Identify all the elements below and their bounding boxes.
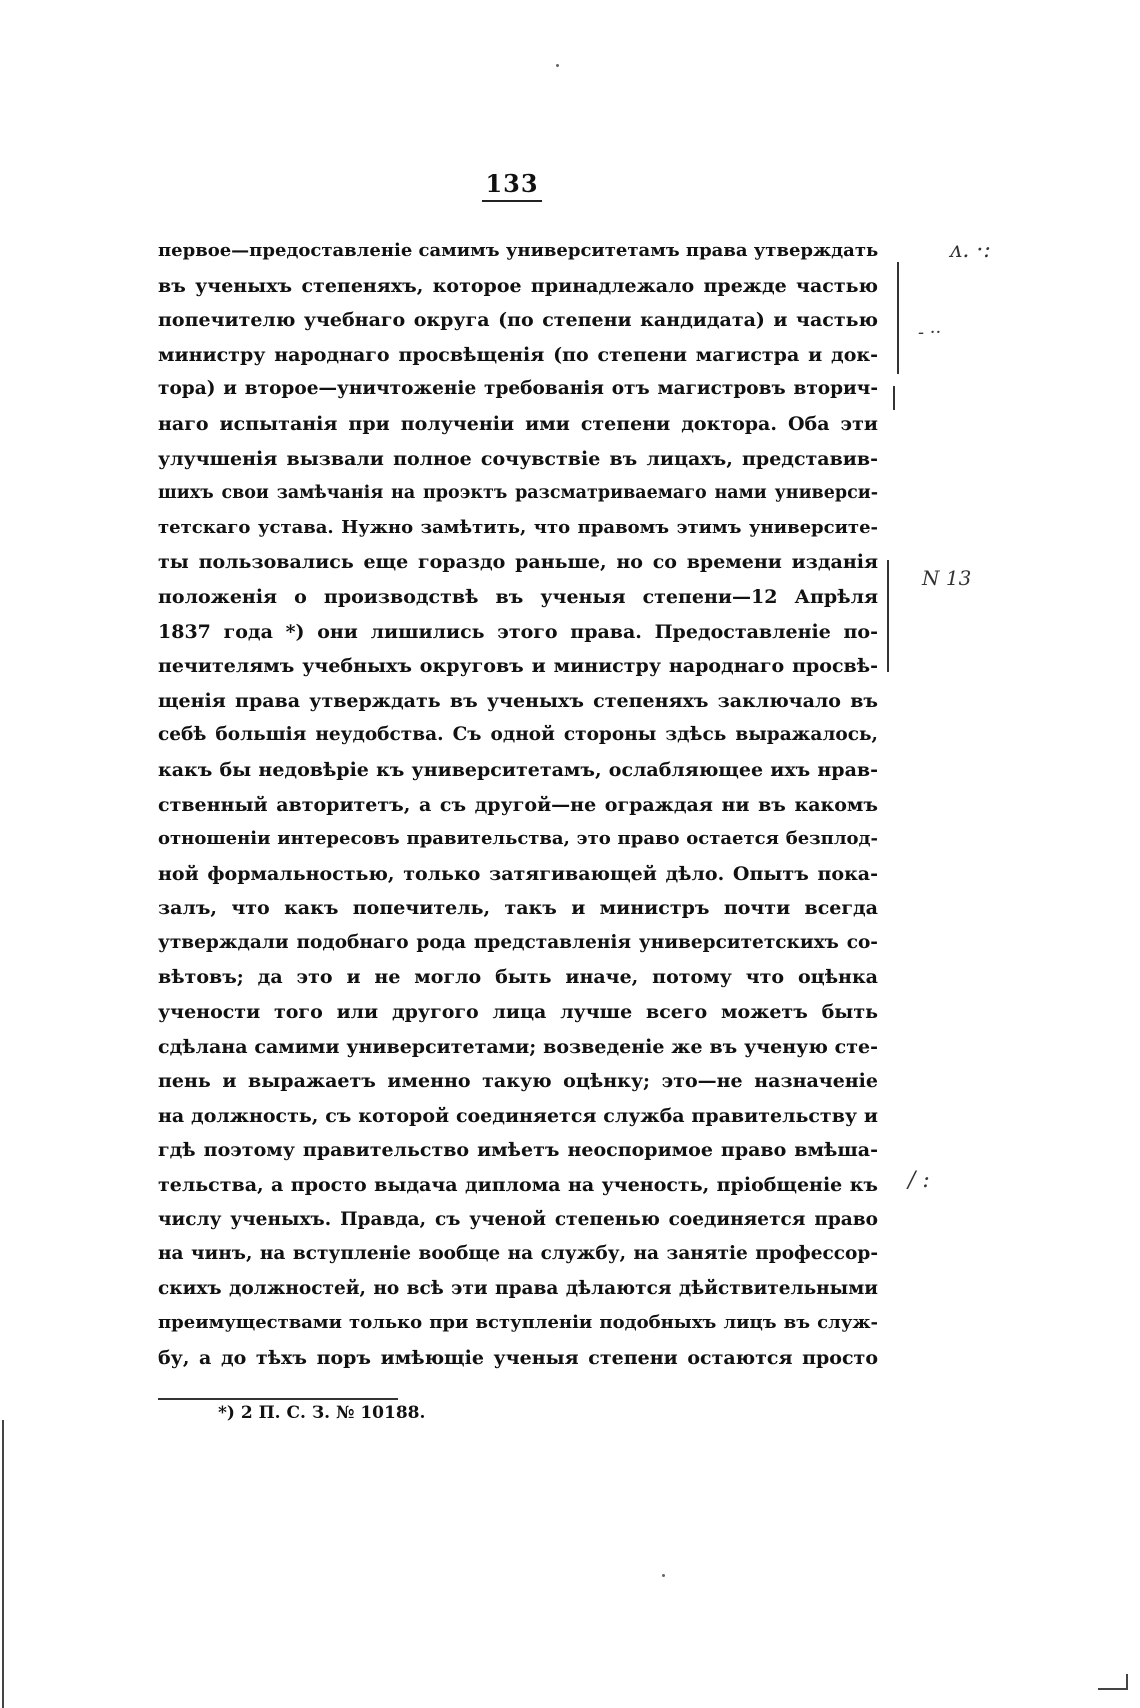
footnote-divider xyxy=(158,1398,398,1400)
text-line: шихъ свои замѣчанія на проэктъ разсматриваемаго нами универси- xyxy=(158,483,878,504)
text-line: залъ, что какъ попечитель, такъ и министръ почти всегда xyxy=(158,897,878,920)
text-line: на должность, съ которой соединяется служба правительству и xyxy=(158,1104,878,1127)
text-line: ты пользовались еще гораздо раньше, но со времени изданія xyxy=(158,551,878,574)
text-line: отношеніи интересовъ правительства, это право остается безплод- xyxy=(158,828,878,850)
text-line: первое—предоставленіе самимъ университетамъ права утверждать xyxy=(158,240,879,261)
text-line: ной формальностью, только затягивающей дѣло. Опытъ пока- xyxy=(158,862,878,885)
text-line: пень и выражаетъ именно такую оцѣнку; это—не назначеніе xyxy=(158,1070,878,1093)
text-line: попечителю учебнаго округа (по степени кандидата) и частью xyxy=(158,309,878,332)
text-line: положенія о производствѣ въ ученыя степени—12 Апрѣля xyxy=(158,585,878,608)
text-line: вѣтовъ; да это и не могло быть иначе, потому что оцѣнка xyxy=(158,966,878,989)
text-line: бу, а до тѣхъ поръ имѣющіе ученыя степени остаются просто xyxy=(158,1347,878,1369)
text-line: министру народнаго просвѣщенія (по степени магистра и док- xyxy=(158,343,878,366)
text-line: сдѣлана самими университетами; возведеніе же въ ученую сте- xyxy=(158,1035,878,1058)
footnote: *) 2 П. С. З. № 10188. xyxy=(218,1403,426,1423)
scan-edge-line xyxy=(2,1420,4,1708)
scan-speck xyxy=(662,1574,665,1577)
text-line: тетскаго устава. Нужно замѣтить, что правомъ этимъ университе- xyxy=(158,516,878,538)
text-line: наго испытанія при полученіи ими степени доктора. Оба эти xyxy=(158,412,878,435)
text-line: въ ученыхъ степеняхъ, которое принадлежало прежде частью xyxy=(158,274,878,297)
margin-note-lower: / : xyxy=(908,1168,930,1193)
scan-corner-mark xyxy=(1098,1674,1128,1690)
text-line: ственный авторитетъ, а съ другой—не ограждая ни въ какомъ xyxy=(158,793,878,816)
body-text xyxy=(158,234,878,1376)
margin-bracket-tick xyxy=(893,386,895,410)
margin-note-middle: N 13 xyxy=(922,566,972,590)
margin-bracket-top xyxy=(897,262,899,374)
text-line: на чинъ, на вступленіе вообще на службу, на занятіе профессор- xyxy=(158,1243,878,1265)
text-line: тора) и второе—уничтоженіе требованія отъ магистровъ вторич- xyxy=(158,378,878,400)
text-line: гдѣ поэтому правительство имѣетъ неоспоримое право вмѣша- xyxy=(158,1139,878,1162)
text-line: себѣ большія неудобства. Съ одной стороны здѣсь выражалось, xyxy=(158,724,878,746)
text-line: тельства, а просто выдача диплома на ученость, пріобщеніе къ xyxy=(158,1174,878,1197)
text-line: какъ бы недовѣріе къ университетамъ, ослабляющее ихъ нрав- xyxy=(158,758,878,781)
text-line: числу ученыхъ. Правда, съ ученой степенью соединяется право xyxy=(158,1208,878,1230)
page-number: 133 xyxy=(482,168,542,202)
text-line: улучшенія вызвали полное сочувствіе въ лицахъ, представив- xyxy=(158,447,878,470)
margin-note-dash: - ·· xyxy=(918,322,942,343)
text-line: скихъ должностей, но всѣ эти права дѣлаются дѣйствительными xyxy=(158,1277,878,1299)
text-line: 1837 года *) они лишились этого права. Предоставленіе по- xyxy=(158,620,878,643)
text-line: щенія права утверждать въ ученыхъ степеняхъ заключало въ xyxy=(158,689,878,712)
text-line: учености того или другого лица лучше всего можетъ быть xyxy=(158,1001,878,1024)
text-line: утверждали подобнаго рода представленія университетскихъ со- xyxy=(158,931,878,953)
text-line: преимуществами только при вступленіи подобныхъ лицъ въ служ- xyxy=(158,1312,878,1334)
margin-note-top: ᴧ. ·: xyxy=(950,238,991,263)
margin-bracket-middle xyxy=(887,560,889,672)
scan-speck xyxy=(556,64,559,67)
text-line: печителямъ учебныхъ округовъ и министру народнаго просвѣ- xyxy=(158,655,878,678)
